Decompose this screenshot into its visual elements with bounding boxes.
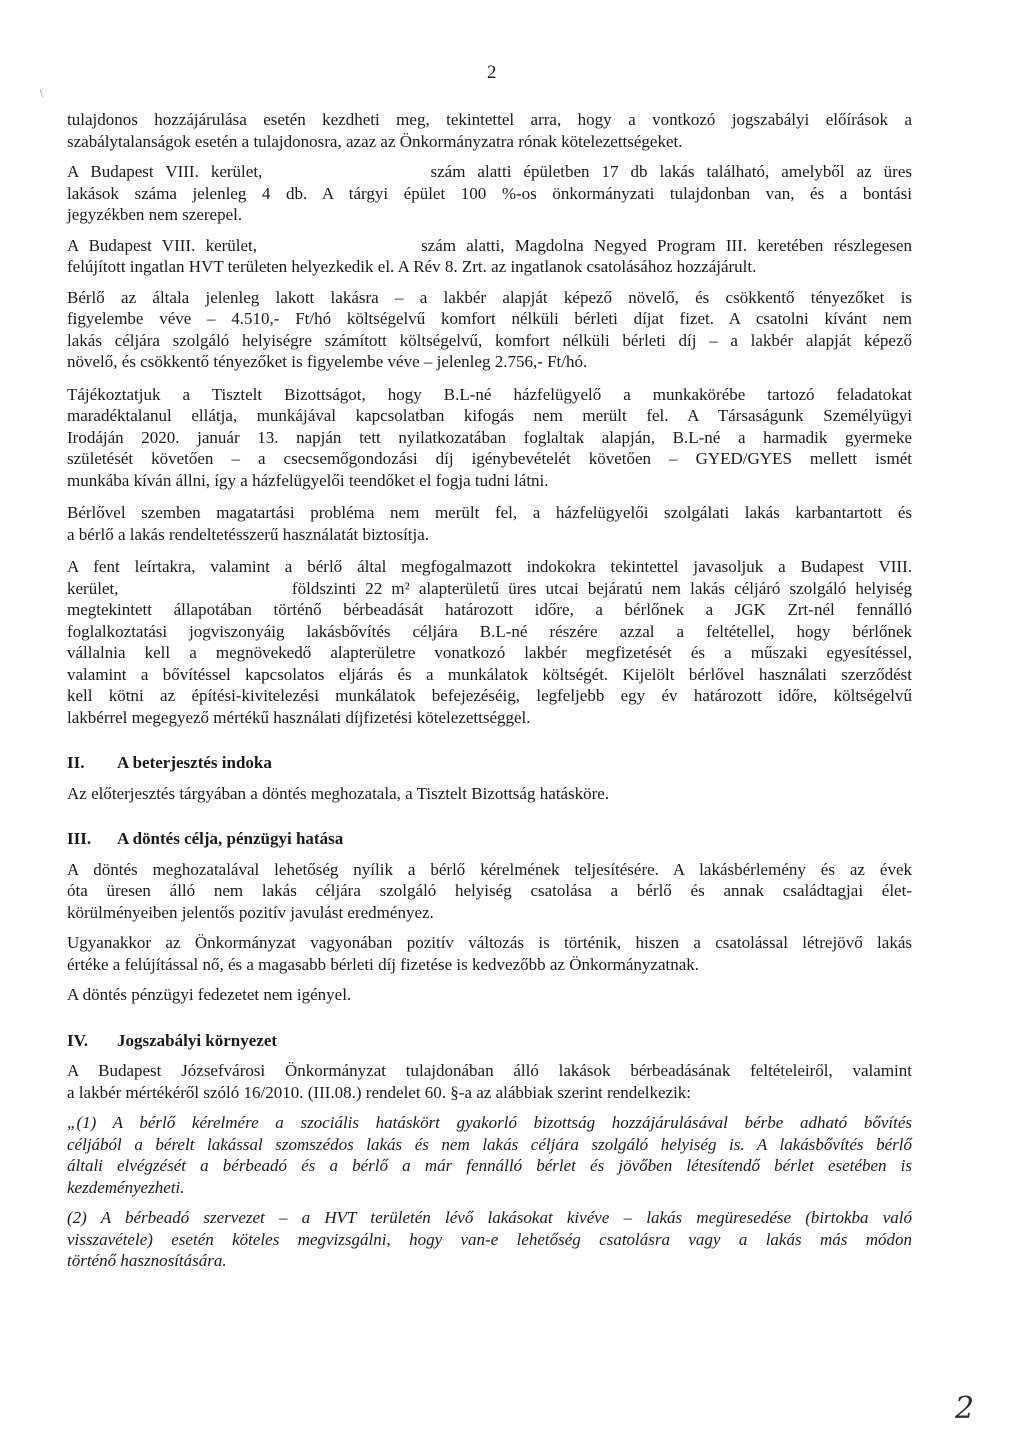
text-line: kerület, földszinti 22 m² alapterületű üres utcai bejáratú nem lakás céljáró szolgáló helyiség [67, 578, 912, 598]
text-line: visszavétele) esetén köteles megvizsgálni, hogy van-e lehetőség csatolásra vagy a lakás más módon [67, 1229, 912, 1249]
text-line: „(1) A bérlő kérelmére a szociális hatáskört gyakorló bizottság hozzájárulásával bérbe adható bővítés [67, 1113, 912, 1132]
page-number: 2 [487, 62, 497, 83]
paragraph-building-info [67, 161, 912, 226]
text-line: értéke a felújítással nő, és a magasabb bérleti díj fizetése is kedvezőbb az Önkormányzatnak. [67, 954, 700, 974]
section-heading-iii [67, 828, 912, 850]
paragraph-asset-change [67, 932, 912, 975]
text-line: Az előterjesztés tárgyában a döntés meghozatala, a Tisztelt Bizottság hatásköre. [67, 783, 610, 803]
text-line: felújított ingatlan HVT területen helyezkedik el. A Rév 8. Zrt. az ingatlanok csatolásához hozzájárult. [67, 257, 757, 276]
section-title: Jogszabályi környezet [117, 1030, 278, 1050]
paragraph-legal-basis [67, 1060, 912, 1103]
paragraph-justification [67, 783, 912, 805]
section-heading-iv [67, 1030, 912, 1052]
text-line: tulajdonos hozzájárulása esetén kezdheti meg, tekintettel arra, hogy a vontkozó jogszabályi előírások a [67, 110, 912, 129]
paragraph-tenant-conduct [67, 502, 912, 545]
text-line: A döntés pénzügyi fedezetet nem igényel. [67, 985, 352, 1004]
quote-regulation-paragraph-2 [67, 1207, 912, 1272]
text-line: a bérlő a lakás rendeltetésszerű használatát biztosítja. [67, 524, 430, 544]
text-line: céljából a bérelt lakással szomszédos lakás és nem lakás céljára szolgáló helyiség is. A lakásbővítés bérlő [67, 1134, 912, 1154]
text-line: kell kötni az építési-kivitelezési munkálatok befejezéséig, legfeljebb egy év határozott időre, költségelvű [67, 686, 912, 705]
text-line: (2) A bérbeadó szervezet – a HVT területén lévő lakásokat kivéve – lakás megüresedése (birtokba való [67, 1208, 912, 1227]
section-title: A beterjesztés indoka [117, 753, 272, 772]
text-line: A Budapest Józsefvárosi Önkormányzat tulajdonában álló lakások bérbeadásának feltételeiről, valamint [67, 1061, 912, 1080]
text-line: munkába kíván állni, így a házfelügyelői teendőket el fogja tudni látni. [67, 470, 549, 490]
text-line: óta üresen álló nem lakás céljára szolgáló helyiség csatolása a bérlő és annak családtagjai élet- [67, 881, 912, 900]
text-line: A döntés meghozatalával lehetőség nyílik a bérlő kérelmének teljesítésére. A lakásbérlemény és az évek [67, 859, 912, 879]
text-line: figyelembe véve – 4.510,- Ft/hó költségelvű komfort nélküli bérleti díjat fizet. A csatolni kívánt nem [67, 309, 912, 328]
paragraph-decision-goal [67, 859, 912, 924]
section-number: IV. [67, 1030, 88, 1050]
text-line: lakás céljára szolgáló helyiségre számított költségelvű, komfort nélküli bérleti díj – a lakbér alapját képező [67, 330, 912, 350]
text-line: A Budapest VIII. kerület, szám alatti épületben 17 db lakás található, amelyből az üres [67, 162, 912, 181]
paragraph-owner-consent [67, 109, 912, 152]
text-line: születését követően – a csecsemőgondozási díj igénybevételét követően – GYED/GYES mellett ismét [67, 449, 912, 468]
paragraph-rent [67, 287, 912, 373]
document-body [67, 109, 912, 1281]
text-line: növelő, és csökkentő tényezőket is figyelembe véve – jelenleg 2.756,- Ft/hó. [67, 352, 588, 371]
text-line: foglalkoztatási jogviszonyáig lakásbővítés céljára B.L-né részére azzal a feltétellel, hogy bérlőnek [67, 621, 912, 641]
text-line: körülményeiben jelentős pozitív javulást eredményez. [67, 902, 434, 922]
text-line: maradéktalanul ellátja, munkájával kapcsolatban kifogás nem merült fel. A Társaságunk Személyügyi [67, 406, 912, 425]
quote-regulation-paragraph-1 [67, 1112, 912, 1198]
text-line: megtekintett állapotában történő bérbeadását határozott időre, a bérlőnek a JGK Zrt-nél fennálló [67, 600, 912, 619]
text-line: kezdeményezheti. [67, 1177, 185, 1197]
section-title: A döntés célja, pénzügyi hatása [117, 829, 344, 848]
text-line: Ugyanakkor az Önkormányzat vagyonában pozitív változás is történik, hiszen a csatolással létrejövő lakás [67, 933, 912, 952]
paragraph-proposal [67, 556, 912, 728]
section-number: II. [67, 753, 85, 772]
paragraph-funding [67, 984, 912, 1006]
paragraph-caretaker [67, 384, 912, 492]
text-line: történő hasznosítására. [67, 1251, 227, 1270]
section-number: III. [67, 829, 92, 848]
handwritten-page-mark: 2 [955, 1391, 975, 1426]
text-line: lakbérrel megegyező mértékű használati díjfizetési kötelezettséggel. [67, 707, 531, 727]
section-heading-ii [67, 752, 912, 774]
text-line: lakások száma jelenleg 4 db. A tárgyi épület 100 %-os önkormányzati tulajdonban van, és a bontási [67, 183, 912, 203]
text-line: A Budapest VIII. kerület, szám alatti, Magdolna Negyed Program III. keretében részlegesen [67, 235, 912, 255]
text-line: A fent leírtakra, valamint a bérlő által megfogalmazott indokokra tekintettel javasoljuk a Budapest VIII. [67, 557, 912, 576]
text-line: Irodáján 2020. január 13. napján tett nyilatkozatában foglaltak alapján, B.L-né a harmadik gyermeke [67, 427, 912, 447]
text-line: vállalnia kell a megnövekedő alapterületre vonatkozó lakbér megfizetését és a műszaki egyesítéssel, [67, 643, 912, 662]
text-line: szabálytalanságok esetén a tulajdonosra, azaz az Önkormányzatra rónak kötelezettségeket. [67, 131, 683, 151]
text-line: általi elvégzését a bérbeadó és a bérlő a már fennálló bérlet és jövőben létesítendő bérlet esetében is [67, 1156, 912, 1175]
text-line: Bérlővel szemben magatartási probléma nem merült fel, a házfelügyelői szolgálati lakás karbantartott és [67, 503, 912, 522]
text-line: Tájékoztatjuk a Tisztelt Bizottságot, hogy B.L-né házfelügyelő a munkakörébe tartozó feladatokat [67, 384, 912, 404]
scan-mark: \ [40, 89, 43, 100]
paragraph-program-info [67, 235, 912, 278]
text-line: valamint a bővítéssel kapcsolatos eljárás és a munkálatok költségét. Kijelölt bérlővel használati szerződést [67, 664, 912, 684]
text-line: jegyzékben nem szerepel. [67, 205, 243, 224]
text-line: Bérlő az általa jelenleg lakott lakásra – a lakbér alapját képező növelő, és csökkentő tényezőket is [67, 287, 912, 307]
text-line: a lakbér mértékéről szóló 16/2010. (III.08.) rendelet 60. §-a az alábbiak szerint rendelkezik: [67, 1082, 692, 1102]
